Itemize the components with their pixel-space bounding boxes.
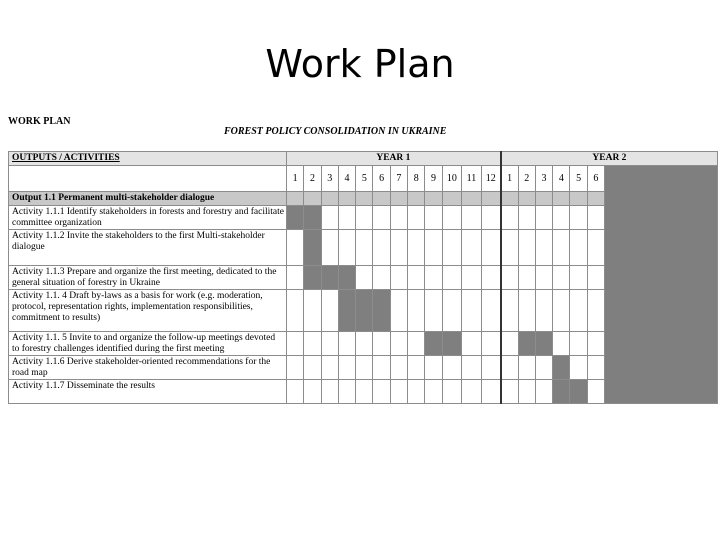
gantt-empty-cell [570, 290, 587, 332]
gantt-empty-cell [501, 230, 518, 266]
gantt-empty-cell [501, 332, 518, 356]
gantt-empty-cell [553, 206, 570, 230]
month-cell: 11 [462, 166, 482, 192]
gantt-empty-cell [338, 206, 355, 230]
gantt-empty-cell [373, 266, 390, 290]
gantt-empty-cell [481, 380, 501, 404]
gantt-empty-cell [587, 230, 604, 266]
gantt-empty-cell [338, 356, 355, 380]
gantt-bar-cell [321, 266, 338, 290]
gantt-empty-cell [356, 356, 373, 380]
month-cell: 2 [304, 166, 321, 192]
gantt-empty-cell [442, 192, 462, 206]
gantt-empty-cell [553, 290, 570, 332]
gantt-empty-cell [304, 356, 321, 380]
gantt-empty-cell [535, 266, 552, 290]
gantt-empty-cell [442, 356, 462, 380]
gantt-empty-cell [373, 380, 390, 404]
month-cell: 10 [442, 166, 462, 192]
year-1-header: YEAR 1 [287, 152, 501, 166]
columns-label: OUTPUTS / ACTIVITIES [9, 152, 287, 166]
gantt-empty-cell [501, 290, 518, 332]
gantt-empty-cell [287, 332, 304, 356]
gantt-empty-cell [425, 290, 442, 332]
gantt-empty-cell [570, 332, 587, 356]
gantt-empty-cell [535, 206, 552, 230]
gantt-empty-cell [481, 266, 501, 290]
activity-label: Activity 1.1.3 Prepare and organize the first meeting, dedicated to the general situation of forestry in Ukraine [9, 266, 287, 290]
month-cell: 1 [501, 166, 518, 192]
gantt-empty-cell [287, 192, 304, 206]
output-label: Output 1.1 Permanent multi-stakeholder dialogue [9, 192, 287, 206]
gantt-empty-cell [287, 380, 304, 404]
project-subtitle: FOREST POLICY CONSOLIDATION IN UKRAINE [224, 126, 447, 137]
month-cell: 4 [553, 166, 570, 192]
gantt-empty-cell [304, 192, 321, 206]
gantt-empty-cell [390, 290, 407, 332]
gantt-empty-cell [390, 266, 407, 290]
gantt-bar-cell [535, 332, 552, 356]
gantt-empty-cell [408, 332, 425, 356]
gantt-empty-cell [408, 230, 425, 266]
month-cell: 3 [535, 166, 552, 192]
gantt-empty-cell [390, 230, 407, 266]
gantt-empty-cell [321, 290, 338, 332]
gantt-bar-cell [518, 332, 535, 356]
gantt-empty-cell [304, 332, 321, 356]
month-cell: 1 [287, 166, 304, 192]
gantt-empty-cell [390, 380, 407, 404]
gantt-empty-cell [518, 356, 535, 380]
gantt-empty-cell [501, 192, 518, 206]
gantt-empty-cell [501, 266, 518, 290]
gantt-empty-cell [321, 192, 338, 206]
gantt-empty-cell [553, 332, 570, 356]
gantt-empty-cell [535, 192, 552, 206]
gantt-empty-cell [338, 230, 355, 266]
gantt-empty-cell [390, 356, 407, 380]
gantt-empty-cell [287, 356, 304, 380]
gantt-empty-cell [356, 206, 373, 230]
gantt-bar-cell [304, 266, 321, 290]
gantt-empty-cell [390, 332, 407, 356]
gantt-empty-cell [356, 230, 373, 266]
gantt-empty-cell [442, 380, 462, 404]
gantt-empty-cell [553, 230, 570, 266]
gantt-empty-cell [587, 192, 604, 206]
gantt-empty-cell [518, 206, 535, 230]
gantt-empty-cell [462, 332, 482, 356]
gantt-empty-cell [481, 356, 501, 380]
gantt-empty-cell [535, 356, 552, 380]
gantt-empty-cell [570, 356, 587, 380]
gantt-empty-cell [570, 266, 587, 290]
gantt-empty-cell [501, 356, 518, 380]
gantt-empty-cell [321, 230, 338, 266]
gantt-bar-cell [442, 332, 462, 356]
gantt-empty-cell [587, 290, 604, 332]
gantt-empty-cell [481, 332, 501, 356]
gantt-empty-cell [481, 192, 501, 206]
gantt-empty-cell [535, 380, 552, 404]
gantt-empty-cell [321, 332, 338, 356]
gantt-empty-cell [408, 266, 425, 290]
gantt-empty-cell [390, 206, 407, 230]
gantt-empty-cell [587, 332, 604, 356]
gantt-empty-cell [321, 206, 338, 230]
gantt-empty-cell [501, 380, 518, 404]
gantt-empty-cell [425, 206, 442, 230]
month-cell: 12 [481, 166, 501, 192]
activity-label: Activity 1.1.7 Disseminate the results [9, 380, 287, 404]
gantt-bar-cell [338, 290, 355, 332]
gantt-bar-cell [304, 230, 321, 266]
gantt-empty-cell [408, 290, 425, 332]
gantt-empty-cell [373, 230, 390, 266]
gantt-empty-cell [408, 192, 425, 206]
work-plan-heading: WORK PLAN [8, 116, 71, 127]
gantt-empty-cell [462, 380, 482, 404]
gantt-empty-cell [570, 192, 587, 206]
gantt-empty-cell [570, 206, 587, 230]
gantt-empty-cell [338, 380, 355, 404]
gantt-empty-cell [442, 206, 462, 230]
gantt-empty-cell [356, 266, 373, 290]
gantt-empty-cell [501, 206, 518, 230]
gantt-empty-cell [425, 266, 442, 290]
gantt-bar-cell [425, 332, 442, 356]
activity-label: Activity 1.1.2 Invite the stakeholders to the first Multi-stakeholder dialogue [9, 230, 287, 266]
month-cell: 6 [373, 166, 390, 192]
gantt-empty-cell [373, 356, 390, 380]
gantt-empty-cell [553, 266, 570, 290]
gantt-empty-cell [462, 266, 482, 290]
gantt-empty-cell [304, 380, 321, 404]
gantt-empty-cell [442, 230, 462, 266]
month-cell: 8 [408, 166, 425, 192]
month-cell: 5 [570, 166, 587, 192]
month-cell: 4 [338, 166, 355, 192]
work-plan-table [8, 151, 718, 404]
gantt-bar-cell [304, 206, 321, 230]
month-cell: 7 [390, 166, 407, 192]
month-row [9, 166, 718, 192]
gantt-empty-cell [587, 356, 604, 380]
gantt-empty-cell [442, 266, 462, 290]
gantt-empty-cell [408, 380, 425, 404]
month-cell: 9 [425, 166, 442, 192]
activity-label: Activity 1.1. 5 Invite to and organize the follow-up meetings devoted to forestry challenges identified during the first meeting [9, 332, 287, 356]
gantt-empty-cell [425, 230, 442, 266]
activity-label: Activity 1.1. 4 Draft by-laws as a basis for work (e.g. moderation, protocol, representation rights, implementation responsibilities, commitment to results) [9, 290, 287, 332]
gantt-empty-cell [570, 230, 587, 266]
gantt-empty-cell [518, 266, 535, 290]
gantt-empty-cell [462, 192, 482, 206]
gantt-empty-cell [518, 380, 535, 404]
gantt-empty-cell [408, 356, 425, 380]
gantt-bar-cell [373, 290, 390, 332]
gantt-empty-cell [287, 266, 304, 290]
gantt-empty-cell [425, 356, 442, 380]
gantt-empty-cell [535, 290, 552, 332]
gantt-bar-cell [356, 290, 373, 332]
gantt-empty-cell [462, 230, 482, 266]
month-cell: 2 [518, 166, 535, 192]
gantt-empty-cell [587, 380, 604, 404]
gantt-empty-cell [462, 356, 482, 380]
gantt-empty-cell [338, 192, 355, 206]
month-cell: 3 [321, 166, 338, 192]
gantt-empty-cell [587, 266, 604, 290]
slide-title: Work Plan [265, 42, 455, 86]
year-2-header: YEAR 2 [501, 152, 718, 166]
gantt-empty-cell [356, 332, 373, 356]
month-cell: 5 [356, 166, 373, 192]
gantt-empty-cell [442, 290, 462, 332]
gantt-empty-cell [287, 230, 304, 266]
gantt-empty-cell [304, 290, 321, 332]
gantt-empty-cell [356, 192, 373, 206]
gantt-bar-cell [287, 206, 304, 230]
gantt-empty-cell [481, 206, 501, 230]
gantt-empty-cell [462, 290, 482, 332]
activity-label: Activity 1.1.6 Derive stakeholder-oriented recommendations for the road map [9, 356, 287, 380]
gantt-bar-cell [553, 356, 570, 380]
gantt-empty-cell [373, 206, 390, 230]
gantt-empty-cell [390, 192, 407, 206]
gantt-empty-cell [518, 230, 535, 266]
gantt-bar-cell [338, 266, 355, 290]
gantt-empty-cell [535, 230, 552, 266]
gantt-empty-cell [518, 192, 535, 206]
gantt-empty-cell [287, 290, 304, 332]
shaded-block [605, 166, 718, 404]
gantt-empty-cell [321, 380, 338, 404]
gantt-empty-cell [356, 380, 373, 404]
gantt-empty-cell [425, 380, 442, 404]
gantt-empty-cell [425, 192, 442, 206]
activity-label: Activity 1.1.1 Identify stakeholders in forests and forestry and facilitate committee organization [9, 206, 287, 230]
gantt-empty-cell [321, 356, 338, 380]
month-label-spacer [9, 166, 287, 192]
gantt-empty-cell [338, 332, 355, 356]
gantt-empty-cell [373, 332, 390, 356]
gantt-bar-cell [553, 380, 570, 404]
gantt-empty-cell [481, 230, 501, 266]
gantt-empty-cell [408, 206, 425, 230]
gantt-empty-cell [481, 290, 501, 332]
gantt-empty-cell [587, 206, 604, 230]
gantt-bar-cell [570, 380, 587, 404]
month-cell: 6 [587, 166, 604, 192]
gantt-empty-cell [553, 192, 570, 206]
gantt-empty-cell [373, 192, 390, 206]
gantt-empty-cell [462, 206, 482, 230]
header-row [9, 152, 718, 166]
gantt-empty-cell [518, 290, 535, 332]
